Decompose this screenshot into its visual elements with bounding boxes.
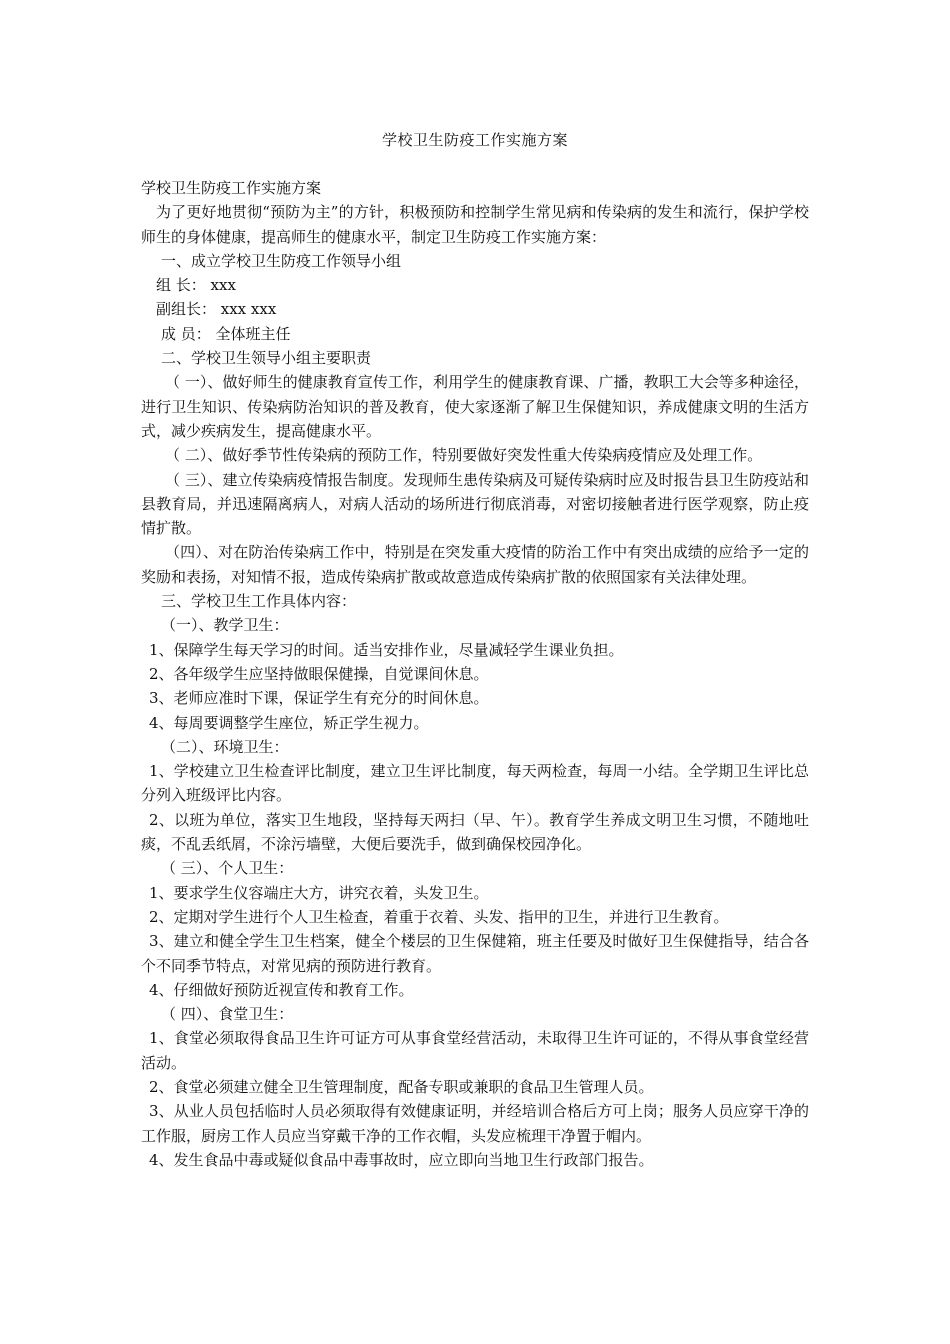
list-item: 4、发生食品中毒或疑似食品中毒事故时，应立即向当地卫生行政部门报告。 [149,1150,654,1169]
list-item: 1、食堂必须取得食品卫生许可证方可从事食堂经营活动，未取得卫生许可证的，不得从事食堂经营活动。 [141,1029,809,1072]
list-item: 2、以班为单位，落实卫生地段，坚持每天两扫（早、午）。教育学生养成文明卫生习惯，不随地吐痰，不乱丢纸屑，不涂污墙壁，大便后要洗手，做到确保校园净化。 [141,810,809,854]
members-line: 成 员： 全体班主任 [161,324,291,343]
leader-line: 组 长： xxx [156,276,236,295]
duty-paragraph-4: （四）、对在防治传染病工作中，特别是在突发重大疫情的防治工作中有突出成绩的应给予一定的奖励和表扬，对知情不报，造成传染病扩散或故意造成传染病扩散的依照国家有关法律处理。 [141,543,809,586]
subsection-teaching: （一）、教学卫生： [161,616,289,635]
document-body [141,176,809,1172]
section-heading-1: 一、成立学校卫生防疫工作领导小组 [161,251,402,270]
section-heading-2: 二、学校卫生领导小组主要职责 [161,349,372,368]
list-item: 2、食堂必须建立健全卫生管理制度，配备专职或兼职的食品卫生管理人员。 [149,1077,654,1096]
subsection-canteen: （ 四）、食堂卫生： [161,1005,294,1024]
document-title: 学校卫生防疫工作实施方案 [381,131,568,149]
list-item: 4、仔细做好预防近视宣传和教育工作。 [149,980,414,999]
duty-paragraph-2: （ 二）、做好季节性传染病的预防工作，特别要做好突发性重大传染病疫情应及处理工作。 [165,446,763,465]
list-item: 3、从业人员包括临时人员必须取得有效健康证明，并经培训合格后方可上岗；服务人员应穿干净的工作服，厨房工作人员应当穿戴干净的工作衣帽，头发应梳理干净置于帽内。 [141,1102,809,1145]
list-item: 2、定期对学生进行个人卫生检查，着重于衣着、头发、指甲的卫生，并进行卫生教育。 [149,907,729,926]
deputy-leader-line: 副组长： xxx xxx [156,300,277,319]
list-item: 2、各年级学生应坚持做眼保健操，自觉课间休息。 [149,664,489,683]
duty-paragraph-1: （ 一）、做好师生的健康教育宣传工作，利用学生的健康教育课、广播，教职工大会等多种途径，进行卫生知识、传染病防治知识的普及教育，使大家逐渐了解卫生保健知识，养成健康文明的生活方式，减少疾病发生，提高健康水平。 [141,373,809,440]
list-item: 3、建立和健全学生卫生档案，健全个楼层的卫生保健箱，班主任要及时做好卫生保健指导，结合各个不同季节特点，对常见病的预防进行教育。 [141,932,809,975]
body-heading: 学校卫生防疫工作实施方案 [141,179,322,197]
list-item: 4、每周要调整学生座位，矫正学生视力。 [149,713,429,732]
subsection-personal: （ 三）、个人卫生： [161,859,294,878]
section-heading-3: 三、学校卫生工作具体内容： [161,592,357,611]
duty-paragraph-3: （ 三）、建立传染病疫情报告制度。发现师生患传染病及可疑传染病时应及时报告县卫生防疫站和县教育局，并迅速隔离病人，对病人活动的场所进行彻底消毒，对密切接触者进行医学观察，防止疫情扩散。 [141,470,809,538]
list-item: 1、要求学生仪容端庄大方，讲究衣着，头发卫生。 [149,883,489,902]
list-item: 1、学校建立卫生检查评比制度，建立卫生评比制度，每天两检查，每周一小结。全学期卫生评比总分列入班级评比内容。 [141,762,809,805]
intro-paragraph: 为了更好地贯彻“预防为主”的方针，积极预防和控制学生常见病和传染病的发生和流行，保护学校师生的身体健康，提高师生的健康水平，制定卫生防疫工作实施方案： [141,203,809,246]
list-item: 1、保障学生每天学习的时间。适当安排作业，尽量减轻学生课业负担。 [149,640,624,659]
subsection-environment: （二）、环境卫生： [161,737,289,756]
list-item: 3、老师应准时下课，保证学生有充分的时间休息。 [149,689,489,708]
